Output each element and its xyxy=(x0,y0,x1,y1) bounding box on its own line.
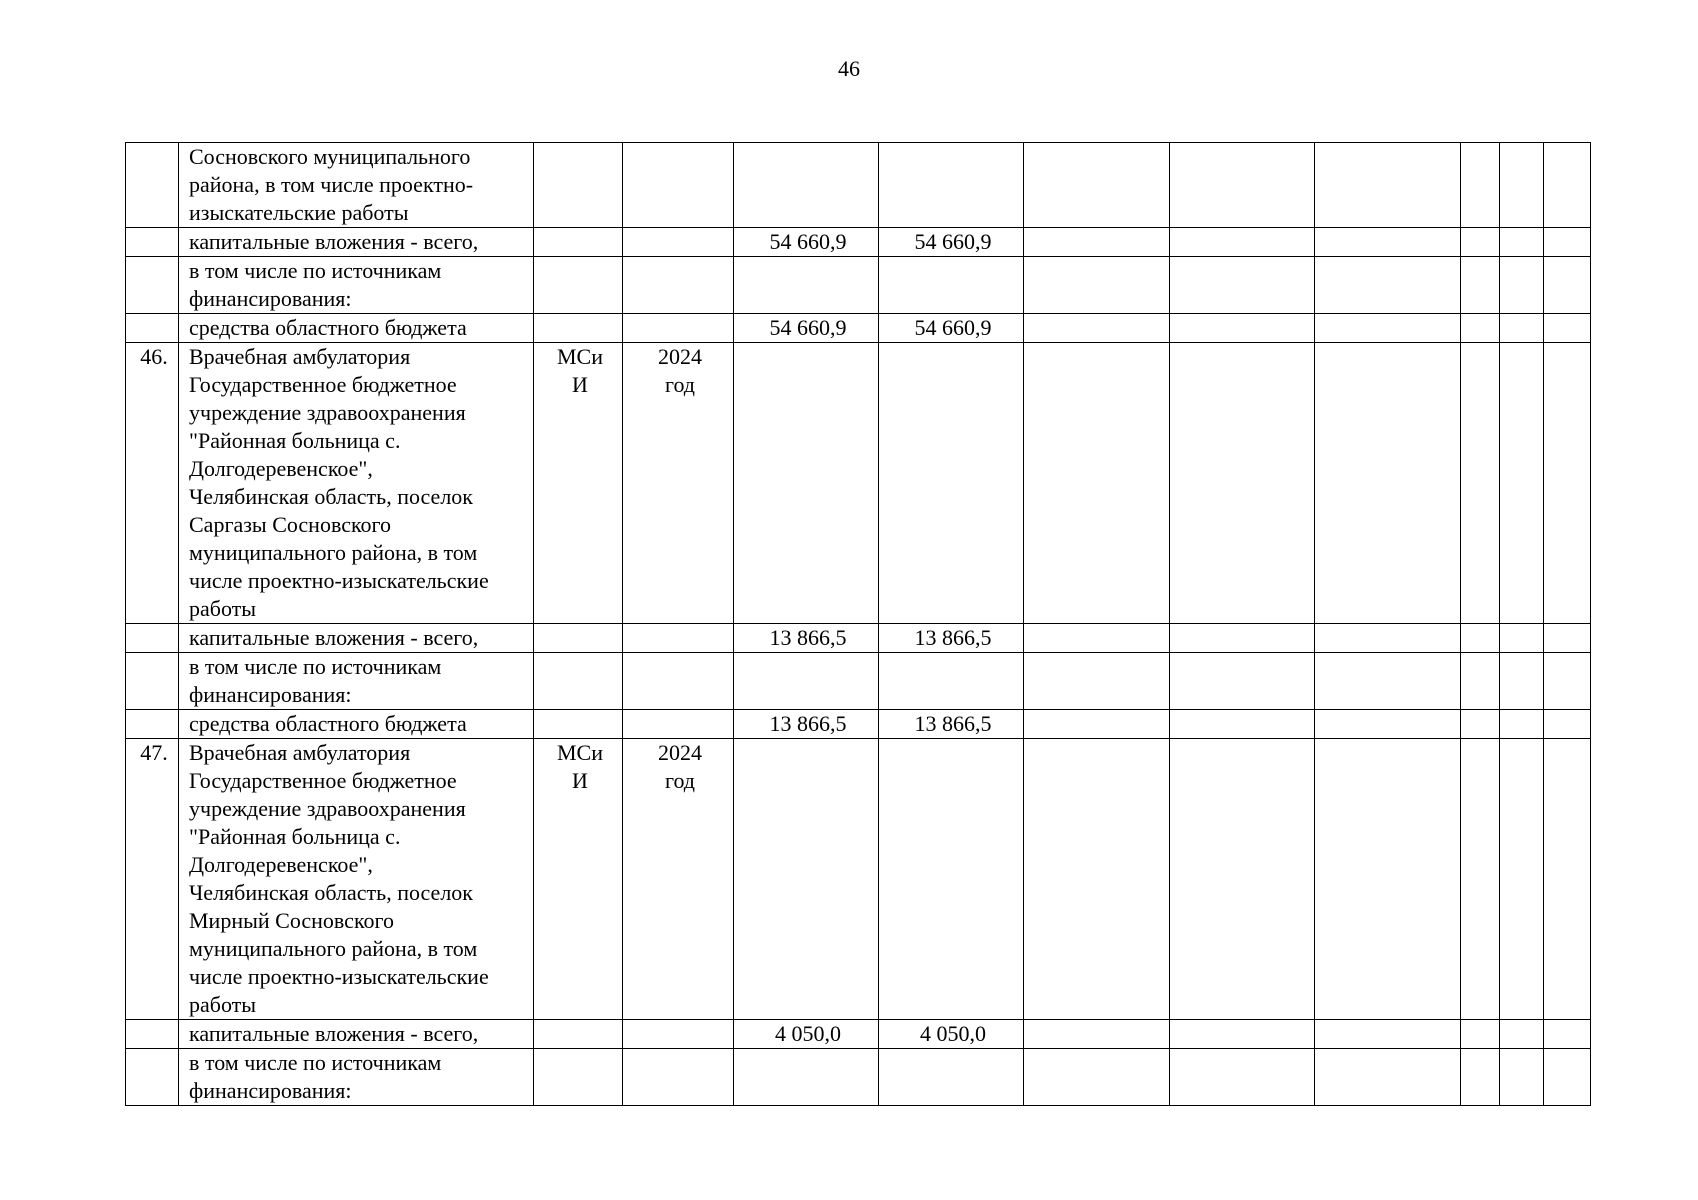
row-number-cell xyxy=(126,343,179,624)
empty-cell xyxy=(1500,624,1544,653)
empty-cell xyxy=(1500,314,1544,343)
empty-cell xyxy=(1170,1020,1315,1049)
description-line: Долгодеревенское", xyxy=(189,456,373,481)
value-cell-total xyxy=(734,314,879,343)
executor-cell xyxy=(534,257,623,314)
description-cell xyxy=(179,1049,534,1106)
empty-cell xyxy=(1315,624,1461,653)
empty-cell xyxy=(1544,314,1591,343)
empty-cell xyxy=(1544,710,1591,739)
value-cell-total xyxy=(734,739,879,1020)
empty-cell xyxy=(1500,739,1544,1020)
description-line: Государственное бюджетное xyxy=(189,372,457,397)
value-cell-total xyxy=(734,257,879,314)
year-line: год xyxy=(664,372,696,397)
empty-cell xyxy=(1170,257,1315,314)
empty-cell xyxy=(1315,343,1461,624)
year-cell xyxy=(623,143,734,228)
empty-cell xyxy=(1170,739,1315,1020)
year-cell xyxy=(623,1049,734,1106)
executor-cell xyxy=(534,1020,623,1049)
empty-cell xyxy=(1170,653,1315,710)
description-line: в том числе по источникам xyxy=(189,1050,442,1075)
empty-cell xyxy=(1500,710,1544,739)
description-line: Врачебная амбулатория xyxy=(189,344,411,369)
empty-cell xyxy=(1544,653,1591,710)
row-number-cell xyxy=(126,228,179,257)
value-total: 13 866,5 xyxy=(769,625,847,650)
row-number: 47. xyxy=(140,740,168,765)
executor-cell xyxy=(534,228,623,257)
empty-cell xyxy=(1024,1049,1170,1106)
executor-cell xyxy=(534,314,623,343)
empty-cell xyxy=(1315,710,1461,739)
description-line: муниципального района, в том xyxy=(189,936,478,961)
description-line: муниципального района, в том xyxy=(189,540,478,565)
description-line: финансирования: xyxy=(189,1078,352,1103)
empty-cell xyxy=(1461,739,1500,1020)
value-cell-year xyxy=(879,343,1024,624)
description-line: капитальные вложения - всего, xyxy=(189,229,479,254)
empty-cell xyxy=(1315,739,1461,1020)
row-number-cell xyxy=(126,314,179,343)
description-line: Мирный Сосновского xyxy=(189,908,394,933)
executor-cell xyxy=(534,624,623,653)
year-cell xyxy=(623,228,734,257)
empty-cell xyxy=(1024,343,1170,624)
description-line: капитальные вложения - всего, xyxy=(189,625,479,650)
empty-cell xyxy=(1500,653,1544,710)
value-total: 54 660,9 xyxy=(769,229,847,254)
empty-cell xyxy=(1500,343,1544,624)
empty-cell xyxy=(1544,624,1591,653)
description-cell xyxy=(179,228,534,257)
empty-cell xyxy=(1461,143,1500,228)
empty-cell xyxy=(1170,1049,1315,1106)
executor-line: И xyxy=(572,768,588,793)
table-row xyxy=(126,1020,1591,1049)
year-cell xyxy=(623,710,734,739)
empty-cell xyxy=(1170,314,1315,343)
empty-cell xyxy=(1170,143,1315,228)
executor-cell xyxy=(534,653,623,710)
value-year: 13 866,5 xyxy=(914,625,992,650)
executor-cell xyxy=(534,1049,623,1106)
empty-cell xyxy=(1544,228,1591,257)
empty-cell xyxy=(1315,257,1461,314)
value-cell-year xyxy=(879,653,1024,710)
empty-cell xyxy=(1315,228,1461,257)
table-row xyxy=(126,228,1591,257)
description-line: финансирования: xyxy=(189,286,352,311)
empty-cell xyxy=(1544,343,1591,624)
description-line: Врачебная амбулатория xyxy=(189,740,411,765)
description-line: "Районная больница с. xyxy=(189,428,401,453)
value-cell-year xyxy=(879,228,1024,257)
empty-cell xyxy=(1461,314,1500,343)
description-line: работы xyxy=(189,596,257,621)
year-line: 2024 xyxy=(658,344,702,369)
description-line: Сосновского муниципального xyxy=(189,144,471,169)
description-line: капитальные вложения - всего, xyxy=(189,1021,479,1046)
year-cell xyxy=(623,739,734,1020)
value-year: 4 050,0 xyxy=(920,1021,986,1046)
description-line: "Районная больница с. xyxy=(189,824,401,849)
empty-cell xyxy=(1024,314,1170,343)
value-total: 4 050,0 xyxy=(775,1021,841,1046)
description-line: учреждение здравоохранения xyxy=(189,400,466,425)
table-row xyxy=(126,624,1591,653)
empty-cell xyxy=(1315,1049,1461,1106)
empty-cell xyxy=(1024,257,1170,314)
empty-cell xyxy=(1461,228,1500,257)
value-cell-total xyxy=(734,1020,879,1049)
empty-cell xyxy=(1461,653,1500,710)
table-row xyxy=(126,653,1591,710)
description-cell xyxy=(179,624,534,653)
value-cell-year xyxy=(879,1049,1024,1106)
description-line: Челябинская область, поселок xyxy=(189,484,473,509)
table-row xyxy=(126,1049,1591,1106)
page-number: 46 xyxy=(838,56,860,81)
executor-cell xyxy=(534,143,623,228)
description-line: изыскательские работы xyxy=(189,200,409,225)
empty-cell xyxy=(1500,228,1544,257)
empty-cell xyxy=(1024,1020,1170,1049)
empty-cell xyxy=(1500,1020,1544,1049)
description-line: числе проектно-изыскательские xyxy=(189,568,489,593)
description-cell xyxy=(179,653,534,710)
value-year: 54 660,9 xyxy=(914,229,992,254)
description-line: финансирования: xyxy=(189,682,352,707)
table-row xyxy=(126,710,1591,739)
description-cell xyxy=(179,143,534,228)
empty-cell xyxy=(1170,343,1315,624)
row-number-cell xyxy=(126,739,179,1020)
value-cell-year xyxy=(879,143,1024,228)
empty-cell xyxy=(1461,1020,1500,1049)
table-row xyxy=(126,143,1591,228)
value-year: 13 866,5 xyxy=(914,711,992,736)
value-cell-year xyxy=(879,257,1024,314)
year-line: 2024 xyxy=(658,740,702,765)
value-cell-total xyxy=(734,710,879,739)
description-cell xyxy=(179,710,534,739)
table-row xyxy=(126,314,1591,343)
empty-cell xyxy=(1500,143,1544,228)
description-cell xyxy=(179,739,534,1020)
executor-cell xyxy=(534,739,623,1020)
empty-cell xyxy=(1170,624,1315,653)
description-line: средства областного бюджета xyxy=(189,315,467,340)
empty-cell xyxy=(1024,143,1170,228)
description-line: района, в том числе проектно- xyxy=(189,172,474,197)
executor-line: МСи xyxy=(556,344,603,369)
year-cell xyxy=(623,1020,734,1049)
value-cell-total xyxy=(734,143,879,228)
empty-cell xyxy=(1544,1049,1591,1106)
executor-cell xyxy=(534,710,623,739)
value-cell-total xyxy=(734,228,879,257)
row-number-cell xyxy=(126,1020,179,1049)
empty-cell xyxy=(1315,314,1461,343)
empty-cell xyxy=(1024,228,1170,257)
description-cell xyxy=(179,343,534,624)
value-cell-year xyxy=(879,739,1024,1020)
description-line: в том числе по источникам xyxy=(189,654,442,679)
value-cell-total xyxy=(734,1049,879,1106)
year-cell xyxy=(623,314,734,343)
description-line: числе проектно-изыскательские xyxy=(189,964,489,989)
year-cell xyxy=(623,343,734,624)
row-number-cell xyxy=(126,1049,179,1106)
description-line: учреждение здравоохранения xyxy=(189,796,466,821)
empty-cell xyxy=(1461,710,1500,739)
empty-cell xyxy=(1315,1020,1461,1049)
row-number-cell xyxy=(126,653,179,710)
value-cell-year xyxy=(879,624,1024,653)
empty-cell xyxy=(1024,653,1170,710)
description-line: Саргазы Сосновского xyxy=(189,512,392,537)
empty-cell xyxy=(1315,653,1461,710)
description-line: Долгодеревенское", xyxy=(189,852,373,877)
empty-cell xyxy=(1500,1049,1544,1106)
row-number-cell xyxy=(126,257,179,314)
empty-cell xyxy=(1024,739,1170,1020)
empty-cell xyxy=(1461,343,1500,624)
empty-cell xyxy=(1544,257,1591,314)
value-cell-total xyxy=(734,624,879,653)
empty-cell xyxy=(1544,1020,1591,1049)
empty-cell xyxy=(1544,143,1591,228)
value-cell-year xyxy=(879,1020,1024,1049)
empty-cell xyxy=(1024,710,1170,739)
value-cell-total xyxy=(734,653,879,710)
row-number-cell xyxy=(126,710,179,739)
year-line: год xyxy=(664,768,696,793)
description-line: Челябинская область, поселок xyxy=(189,880,473,905)
year-cell xyxy=(623,257,734,314)
table-row xyxy=(126,739,1591,1020)
value-total: 54 660,9 xyxy=(769,315,847,340)
empty-cell xyxy=(1461,624,1500,653)
value-cell-total xyxy=(734,343,879,624)
description-line: средства областного бюджета xyxy=(189,711,467,736)
description-cell xyxy=(179,257,534,314)
empty-cell xyxy=(1461,257,1500,314)
value-cell-year xyxy=(879,314,1024,343)
empty-cell xyxy=(1315,143,1461,228)
table-row xyxy=(126,257,1591,314)
empty-cell xyxy=(1461,1049,1500,1106)
empty-cell xyxy=(1024,624,1170,653)
executor-cell xyxy=(534,343,623,624)
value-total: 13 866,5 xyxy=(769,711,847,736)
empty-cell xyxy=(1170,710,1315,739)
executor-line: МСи xyxy=(556,740,603,765)
row-number-cell xyxy=(126,143,179,228)
table-row xyxy=(126,343,1591,624)
budget-table xyxy=(125,142,1591,1106)
empty-cell xyxy=(1170,228,1315,257)
description-cell xyxy=(179,1020,534,1049)
row-number: 46. xyxy=(140,344,168,369)
value-year: 54 660,9 xyxy=(914,315,992,340)
year-cell xyxy=(623,653,734,710)
empty-cell xyxy=(1500,257,1544,314)
description-line: работы xyxy=(189,992,257,1017)
description-line: Государственное бюджетное xyxy=(189,768,457,793)
row-number-cell xyxy=(126,624,179,653)
table-body xyxy=(126,143,1591,1106)
year-cell xyxy=(623,624,734,653)
value-cell-year xyxy=(879,710,1024,739)
description-cell xyxy=(179,314,534,343)
executor-line: И xyxy=(572,372,588,397)
description-line: в том числе по источникам xyxy=(189,258,442,283)
empty-cell xyxy=(1544,739,1591,1020)
